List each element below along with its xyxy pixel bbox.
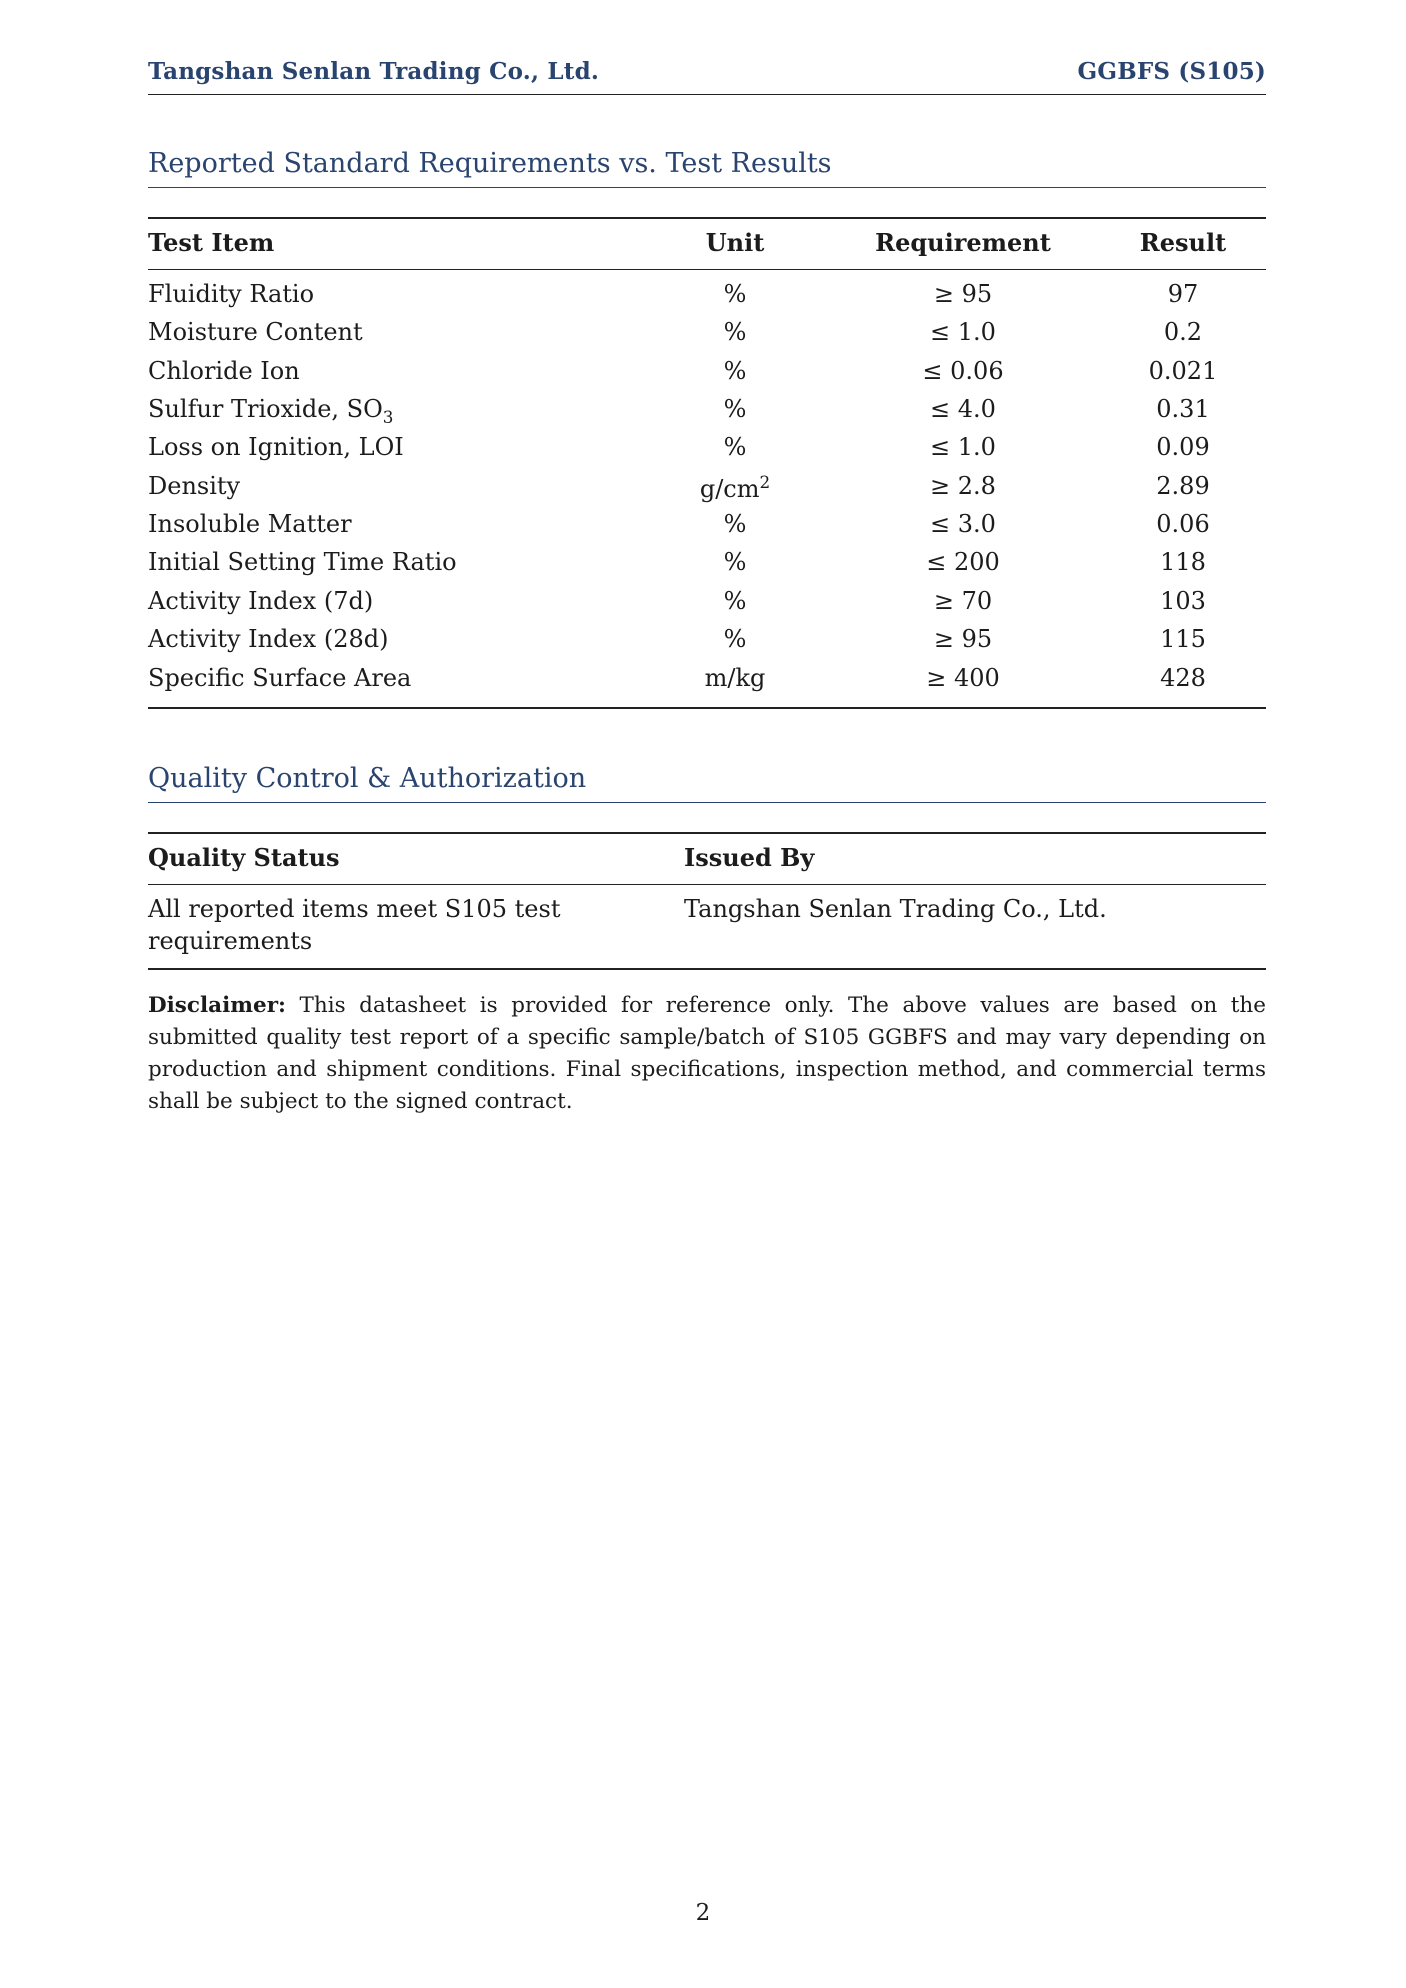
table-cell-result: 0.021 bbox=[1148, 357, 1218, 385]
superscript: 2 bbox=[759, 472, 771, 492]
table-cell-item: Initial Setting Time Ratio bbox=[148, 548, 457, 576]
table-cell-result: 0.06 bbox=[1156, 510, 1210, 538]
table-cell-item: Activity Index (28d) bbox=[148, 625, 389, 653]
table-cell-unit: % bbox=[723, 433, 747, 461]
table-cell-item: Fluidity Ratio bbox=[148, 280, 315, 308]
table-cell-unit: % bbox=[723, 587, 747, 615]
qc-table-header-rule bbox=[148, 884, 1266, 885]
table-cell-result: 0.2 bbox=[1163, 318, 1203, 346]
subscript: 3 bbox=[382, 406, 394, 427]
table-cell-item: Moisture Content bbox=[148, 318, 363, 346]
header-company: Tangshan Senlan Trading Co., Ltd. bbox=[148, 58, 600, 85]
table-cell-requirement: ≤ 1.0 bbox=[930, 318, 996, 346]
quality-status-line-1: All reported items meet S105 test bbox=[148, 895, 561, 923]
section-title-quality-control: Quality Control & Authorization bbox=[148, 763, 1266, 803]
column-header-test-item: Test Item bbox=[148, 228, 275, 257]
table-cell-result: 2.89 bbox=[1156, 472, 1210, 500]
column-header-requirement: Requirement bbox=[875, 228, 1051, 257]
table-cell-result: 97 bbox=[1167, 280, 1199, 308]
column-header-issued-by: Issued By bbox=[684, 843, 815, 872]
table-cell-requirement: ≤ 3.0 bbox=[930, 510, 996, 538]
table-cell-unit: % bbox=[723, 625, 747, 653]
table-cell-item: Chloride Ion bbox=[148, 357, 300, 385]
table-cell-result: 0.09 bbox=[1156, 433, 1210, 461]
table-cell-unit: % bbox=[723, 280, 747, 308]
table-cell-result: 115 bbox=[1160, 625, 1206, 653]
table-cell-item: Specific Surface Area bbox=[148, 664, 412, 692]
column-header-result: Result bbox=[1139, 228, 1227, 257]
disclaimer bbox=[148, 990, 1266, 1118]
table-cell-item: Insoluble Matter bbox=[148, 510, 352, 538]
running-header bbox=[148, 58, 1266, 95]
table-cell-item: Density bbox=[148, 472, 241, 500]
table-cell-result: 428 bbox=[1160, 664, 1206, 692]
table-cell-requirement: ≤ 1.0 bbox=[930, 433, 996, 461]
table-cell-requirement: ≥ 70 bbox=[933, 587, 993, 615]
page-number: 2 bbox=[695, 1900, 711, 1926]
qc-table-top-rule bbox=[148, 832, 1266, 834]
table-cell-result: 103 bbox=[1160, 587, 1206, 615]
table-cell-result: 0.31 bbox=[1156, 395, 1210, 423]
table-cell-result: 118 bbox=[1160, 548, 1206, 576]
table-cell-requirement: ≥ 400 bbox=[926, 664, 1000, 692]
table-cell-requirement: ≤ 200 bbox=[926, 548, 1000, 576]
disclaimer-label: Disclaimer: bbox=[148, 993, 286, 1018]
table-bottom-rule bbox=[148, 707, 1266, 709]
table-cell-unit: % bbox=[723, 395, 747, 423]
table-cell-unit: $g/cm^2$ bbox=[699, 472, 771, 503]
table-cell-unit: % bbox=[723, 510, 747, 538]
column-header-unit: Unit bbox=[705, 228, 765, 257]
column-header-quality-status: Quality Status bbox=[148, 843, 340, 872]
table-cell-item: Sulfur Trioxide, $SO_3$ bbox=[148, 395, 394, 427]
qc-table-bottom-rule bbox=[148, 968, 1266, 970]
table-cell-requirement: ≤ 0.06 bbox=[922, 357, 1004, 385]
quality-status-line-2: requirements bbox=[148, 927, 313, 955]
table-top-rule bbox=[148, 217, 1266, 219]
table-cell-requirement: ≥ 95 bbox=[933, 625, 993, 653]
table-cell-requirement: ≤ 4.0 bbox=[930, 395, 996, 423]
table-cell-unit: m/kg bbox=[704, 664, 766, 692]
disclaimer-text: This datasheet is provided for reference only. The above values are based on the submitted quality test report of a specific sample/batch of S105 GGBFS and may vary depending on production and shipment conditions. Final specifications, inspection method, and commercial terms shall be subject to the signed contract. bbox=[148, 993, 1266, 1114]
table-cell-unit: % bbox=[723, 318, 747, 346]
table-cell-item: Loss on Ignition, LOI bbox=[148, 433, 404, 461]
table-cell-requirement: ≥ 95 bbox=[933, 280, 993, 308]
header-product: GGBFS (S105) bbox=[1077, 58, 1266, 85]
table-cell-requirement: ≥ 2.8 bbox=[930, 472, 996, 500]
table-cell-unit: % bbox=[723, 548, 747, 576]
table-cell-unit: % bbox=[723, 357, 747, 385]
section-title-standard-requirements: Reported Standard Requirements vs. Test Results bbox=[148, 148, 1266, 188]
issued-by-value: Tangshan Senlan Trading Co., Ltd. bbox=[684, 895, 1107, 923]
table-header-rule bbox=[148, 269, 1266, 270]
table-cell-item: Activity Index (7d) bbox=[148, 587, 374, 615]
